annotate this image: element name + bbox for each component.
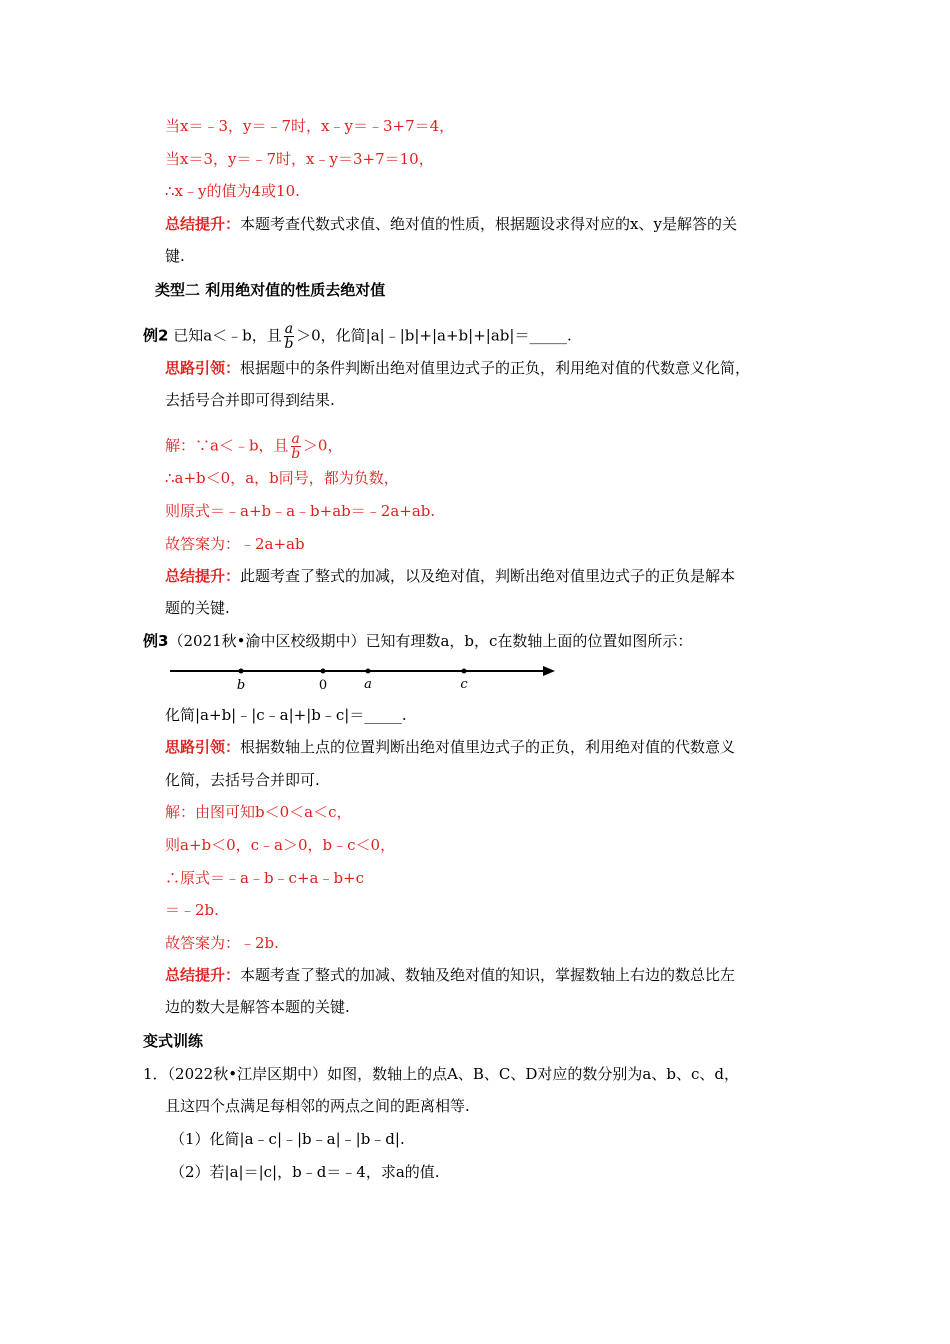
fraction-numerator: a: [284, 321, 294, 337]
summary-line: 边的数大是解答本题的关键.: [165, 998, 350, 1016]
hint-label: 思路引领：: [165, 359, 241, 377]
hint-line: 去括号合并即可得到结果.: [165, 391, 335, 409]
solution-line: 故答案为：﹣2b.: [165, 934, 279, 952]
label-b: b: [236, 678, 246, 693]
solution-text: ＞0，: [302, 436, 343, 455]
summary-text: 此题考查了整式的加减，以及绝对值，判断出绝对值里边式子的正负是解本: [240, 567, 736, 585]
summary-label: 总结提升：: [165, 215, 241, 233]
label-zero: 0: [318, 678, 328, 693]
fraction: [291, 432, 301, 461]
solution-line: 当x＝﹣3，y＝﹣7时，x﹣y＝﹣3+7＝4，: [165, 117, 455, 135]
hint-text: 根据数轴上点的位置判断出绝对值里边式子的正负，利用绝对值的代数意义: [240, 738, 736, 756]
example-3-question: [143, 631, 692, 651]
summary-label: 总结提升：: [165, 567, 241, 585]
hint-line: 化简，去括号合并即可.: [165, 771, 320, 789]
fraction: [284, 322, 294, 351]
arrow-icon: [543, 666, 555, 676]
hint-label: 思路引领：: [165, 738, 241, 756]
solution-line: 故答案为：﹣2a+ab: [165, 535, 305, 553]
solution-line: 则a+b＜0，c﹣a＞0，b﹣c＜0，: [165, 836, 396, 854]
fraction-denominator: b: [291, 446, 301, 462]
solution-line: ＝﹣2b.: [165, 901, 219, 919]
summary-line: [165, 965, 735, 985]
solution-line: 则原式＝﹣a+b﹣a﹣b+ab＝﹣2a+ab.: [165, 502, 436, 520]
solution-line: ∴a+b＜0，a，b同号，都为负数，: [165, 469, 399, 487]
hint-line: [165, 737, 735, 757]
point-zero: [321, 669, 326, 674]
exercise-line: 且这四个点满足每相邻的两点之间的距离相等.: [165, 1097, 470, 1115]
point-b: [239, 669, 244, 674]
point-a: [366, 669, 371, 674]
fraction-numerator: a: [291, 431, 300, 447]
summary-line: [165, 566, 735, 586]
summary-line: 键.: [165, 247, 185, 265]
label-a: a: [364, 677, 372, 692]
section-heading: 变式训练: [143, 1032, 204, 1050]
question-text: ＞0，化简|a|﹣|b|+|a+b|+|ab|＝_____.: [296, 326, 572, 345]
number-line-figure: [165, 660, 565, 696]
point-c: [462, 669, 467, 674]
fraction-denominator: b: [284, 336, 294, 352]
exercise-line: （2）若|a|＝|c|，b﹣d＝﹣4，求a的值.: [170, 1163, 440, 1181]
question-line: 化简|a+b|﹣|c﹣a|+|b﹣c|＝_____.: [165, 706, 407, 724]
solution-line: 解：由图可知b＜0＜a＜c，: [165, 803, 352, 821]
example-2-question: [143, 322, 572, 351]
hint-line: [165, 358, 750, 378]
question-text: 已知a＜﹣b，且: [173, 326, 282, 345]
summary-text: 本题考查代数式求值、绝对值的性质，根据题设求得对应的x、y是解答的关: [240, 215, 737, 233]
summary-line: [165, 214, 737, 234]
hint-text: 根据题中的条件判断出绝对值里边式子的正负，利用绝对值的代数意义化简，: [240, 359, 751, 377]
solution-line: 当x＝3，y＝﹣7时，x﹣y＝3+7＝10，: [165, 150, 434, 168]
label-c: c: [460, 677, 468, 692]
example-label: 例2: [143, 326, 169, 345]
example-label: 例3: [143, 632, 169, 650]
solution-line: [165, 432, 342, 461]
exercise-line: 1．（2022秋•江岸区期中）如图，数轴上的点A、B、C、D对应的数分别为a、b、c、d，: [143, 1065, 739, 1083]
solution-line: ∴原式＝﹣a﹣b﹣c+a﹣b+c: [165, 869, 365, 887]
section-heading: 类型二 利用绝对值的性质去绝对值: [155, 281, 386, 299]
solution-text: 解：∵a＜﹣b，且: [165, 436, 289, 455]
summary-label: 总结提升：: [165, 966, 241, 984]
solution-line: ∴x﹣y的值为4或10.: [165, 182, 300, 200]
question-text: （2021秋•渝中区校级期中）已知有理数a，b，c在数轴上面的位置如图所示：: [168, 632, 693, 650]
summary-text: 本题考查了整式的加减、数轴及绝对值的知识，掌握数轴上右边的数总比左: [240, 966, 736, 984]
exercise-line: （1）化简|a﹣c|﹣|b﹣a|﹣|b﹣d|.: [170, 1130, 405, 1148]
summary-line: 题的关键.: [165, 599, 230, 617]
